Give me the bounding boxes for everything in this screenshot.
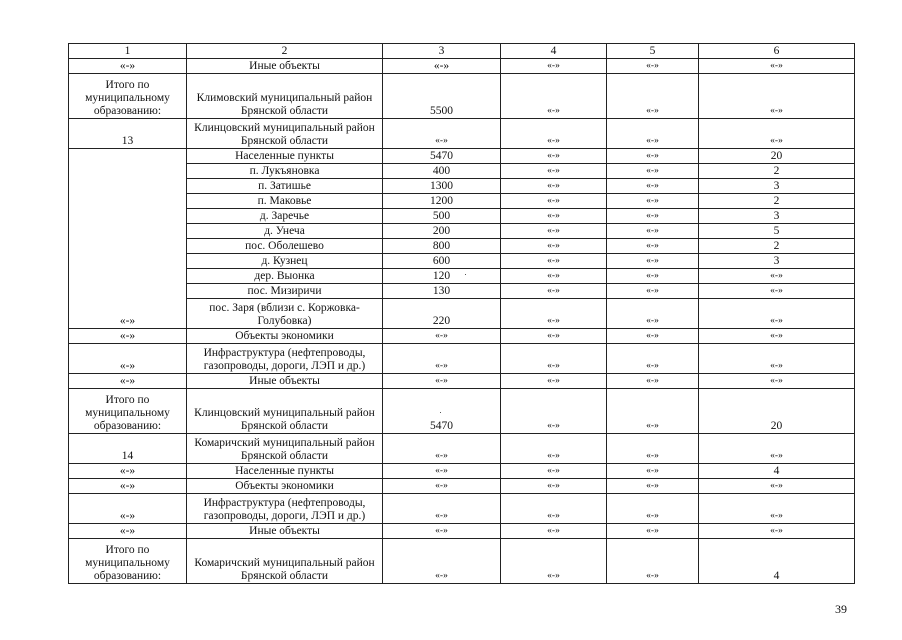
table-cell: 4: [699, 464, 855, 479]
table-cell: «-»: [501, 344, 607, 374]
table-cell: «-»: [501, 74, 607, 119]
table-cell: «-»: [501, 59, 607, 74]
table-cell: 500: [383, 209, 501, 224]
table-cell: 200: [383, 224, 501, 239]
table-cell: «-»: [69, 479, 187, 494]
table-row: [69, 254, 855, 269]
table-row: [69, 224, 855, 239]
header-cell: 3: [383, 44, 501, 59]
table-cell: 20: [699, 389, 855, 434]
table-cell: «-»: [501, 299, 607, 329]
table-cell: «-»: [501, 164, 607, 179]
table-cell: «-»: [699, 119, 855, 149]
table-cell: п. Лукъяновка: [187, 164, 383, 179]
table-cell: Итого по муниципальному образованию:: [69, 74, 187, 119]
table-cell: «-»: [69, 494, 187, 524]
table-cell: «-»: [607, 539, 699, 584]
table-cell: «-»: [501, 434, 607, 464]
table-cell: 1300: [383, 179, 501, 194]
table-cell: 220: [383, 299, 501, 329]
table-row: [69, 179, 855, 194]
table-cell: «-»: [699, 269, 855, 284]
table-row: [69, 119, 855, 149]
table-cell: 3: [699, 254, 855, 269]
table-cell: дер. Выонка: [187, 269, 383, 284]
table-cell: «-»: [699, 479, 855, 494]
header-cell: 6: [699, 44, 855, 59]
table-cell: «-»: [699, 329, 855, 344]
table-cell: «-»: [501, 329, 607, 344]
table-cell: «-»: [607, 329, 699, 344]
table-cell: «-»: [383, 119, 501, 149]
table-cell: 2: [699, 239, 855, 254]
table-cell: «-»: [699, 344, 855, 374]
table-cell: «-»: [383, 464, 501, 479]
table-cell: 3: [699, 179, 855, 194]
table-cell: «-»: [383, 479, 501, 494]
table-cell: «-»: [383, 59, 501, 74]
table-row: [69, 524, 855, 539]
scan-speck: [440, 412, 441, 413]
table-cell: п. Маковье: [187, 194, 383, 209]
table-row: [69, 479, 855, 494]
table-cell: «-»: [699, 524, 855, 539]
table-cell: «-»: [69, 464, 187, 479]
table-cell: «-»: [501, 224, 607, 239]
table-cell: Иные объекты: [187, 374, 383, 389]
table-row-total: [69, 389, 855, 434]
table-cell: Итого по муниципальному образованию:: [69, 539, 187, 584]
table-cell: «-»: [607, 464, 699, 479]
table-cell: «-»: [383, 494, 501, 524]
table-cell: «-»: [607, 149, 699, 164]
table-cell: Объекты экономики: [187, 479, 383, 494]
table-cell: «-»: [607, 389, 699, 434]
table-cell: «-»: [699, 59, 855, 74]
table-cell: 120: [383, 269, 501, 284]
header-cell: 4: [501, 44, 607, 59]
table-row: [69, 284, 855, 299]
table-cell: Итого по муниципальному образованию:: [69, 389, 187, 434]
table-cell: «-»: [699, 74, 855, 119]
table-row: [69, 494, 855, 524]
table-cell: 5: [699, 224, 855, 239]
table-cell: 800: [383, 239, 501, 254]
header-cell: 2: [187, 44, 383, 59]
table-cell: «-»: [607, 494, 699, 524]
table-cell: «-»: [699, 374, 855, 389]
table-cell: «-»: [607, 59, 699, 74]
table-row-total: [69, 74, 855, 119]
table-row: [69, 269, 855, 284]
table-cell: 130: [383, 284, 501, 299]
table-cell: «-»: [607, 179, 699, 194]
table-cell: 5470: [383, 149, 501, 164]
table-cell: 5500: [383, 74, 501, 119]
table-cell: «-»: [383, 434, 501, 464]
table-row: [69, 239, 855, 254]
table-cell: «-»: [501, 194, 607, 209]
table-cell: Климовский муниципальный район Брянской области: [187, 74, 383, 119]
table-cell: пос. Оболешево: [187, 239, 383, 254]
table-cell: «-»: [699, 434, 855, 464]
table-cell: «-»: [69, 59, 187, 74]
table-cell: Инфраструктура (нефтепроводы, газопроводы, дороги, ЛЭП и др.): [187, 494, 383, 524]
table-cell: «-»: [501, 539, 607, 584]
table-cell: 400: [383, 164, 501, 179]
table-row: [69, 299, 855, 329]
table-cell: д. Кузнец: [187, 254, 383, 269]
table-row: [69, 329, 855, 344]
table-row-total: [69, 539, 855, 584]
table-cell: «-»: [501, 284, 607, 299]
table-cell: Населенные пункты: [187, 464, 383, 479]
table-cell: пос. Заря (вблизи с. Коржовка-Голубовка): [187, 299, 383, 329]
table-cell: «-»: [699, 299, 855, 329]
table-cell: «-»: [501, 494, 607, 524]
table-cell: «-»: [699, 284, 855, 299]
table-cell: «-»: [607, 344, 699, 374]
table-cell: «-»: [69, 344, 187, 374]
table-cell: 1200: [383, 194, 501, 209]
table-cell: Клинцовский муниципальный район Брянской области: [187, 389, 383, 434]
table-cell: «-»: [607, 239, 699, 254]
table-cell: Комаричский муниципальный район Брянской области: [187, 434, 383, 464]
table-cell: «-»: [501, 389, 607, 434]
header-cell: 1: [69, 44, 187, 59]
table-cell: «-»: [607, 284, 699, 299]
table-cell: Клинцовский муниципальный район Брянской области: [187, 119, 383, 149]
table-header-row: [69, 44, 855, 59]
table-cell: «-»: [501, 269, 607, 284]
table-cell: «-»: [607, 119, 699, 149]
table-cell: «-»: [607, 74, 699, 119]
table-cell: «-»: [607, 434, 699, 464]
table-cell: 13: [69, 119, 187, 149]
data-table: [68, 43, 855, 584]
table-cell: д. Унеча: [187, 224, 383, 239]
table-cell: «-»: [607, 164, 699, 179]
table-row: [69, 164, 855, 179]
table-cell-merged: «-»: [69, 149, 187, 329]
table-cell: «-»: [501, 209, 607, 224]
table-cell: «-»: [69, 374, 187, 389]
table-cell: п. Затишье: [187, 179, 383, 194]
table-row: [69, 209, 855, 224]
table-cell: «-»: [501, 179, 607, 194]
table-cell: «-»: [607, 269, 699, 284]
table-cell: 14: [69, 434, 187, 464]
table-cell: «-»: [607, 524, 699, 539]
table-cell: 2: [699, 194, 855, 209]
table-cell: Комаричский муниципальный район Брянской области: [187, 539, 383, 584]
table-row: [69, 464, 855, 479]
scan-speck: [465, 274, 466, 275]
table-cell: д. Заречье: [187, 209, 383, 224]
table-cell: «-»: [501, 119, 607, 149]
table-cell: «-»: [69, 329, 187, 344]
table-cell: Населенные пункты: [187, 149, 383, 164]
table-cell: «-»: [383, 329, 501, 344]
table-cell: Инфраструктура (нефтепроводы, газопроводы, дороги, ЛЭП и др.): [187, 344, 383, 374]
table-cell: «-»: [383, 524, 501, 539]
table-cell: «-»: [383, 344, 501, 374]
table-row: [69, 374, 855, 389]
table-cell: 5470: [383, 389, 501, 434]
table-cell: 3: [699, 209, 855, 224]
table-cell: «-»: [383, 374, 501, 389]
table-row: [69, 149, 855, 164]
table-cell: 4: [699, 539, 855, 584]
table-cell: «-»: [501, 524, 607, 539]
table-row: [69, 434, 855, 464]
table-cell: «-»: [607, 299, 699, 329]
table-cell: «-»: [607, 194, 699, 209]
table-cell: «-»: [699, 494, 855, 524]
table-cell: «-»: [501, 479, 607, 494]
table-cell: 2: [699, 164, 855, 179]
table-cell: «-»: [607, 374, 699, 389]
header-cell: 5: [607, 44, 699, 59]
table-cell: «-»: [607, 254, 699, 269]
table-cell: Иные объекты: [187, 524, 383, 539]
table-cell: «-»: [501, 464, 607, 479]
table-cell: «-»: [501, 149, 607, 164]
table-cell: «-»: [69, 524, 187, 539]
table-cell: «-»: [607, 209, 699, 224]
page-number: 39: [835, 602, 847, 616]
table-cell: «-»: [607, 479, 699, 494]
table-cell: 20: [699, 149, 855, 164]
table-cell: пос. Мизиричи: [187, 284, 383, 299]
table-cell: Иные объекты: [187, 59, 383, 74]
table-cell: Объекты экономики: [187, 329, 383, 344]
table-cell: 600: [383, 254, 501, 269]
table-row: [69, 194, 855, 209]
table-cell: «-»: [501, 239, 607, 254]
table-cell: «-»: [607, 224, 699, 239]
table-row: [69, 344, 855, 374]
table-cell: «-»: [501, 374, 607, 389]
table-row: [69, 59, 855, 74]
table-cell: «-»: [501, 254, 607, 269]
table-cell: «-»: [383, 539, 501, 584]
